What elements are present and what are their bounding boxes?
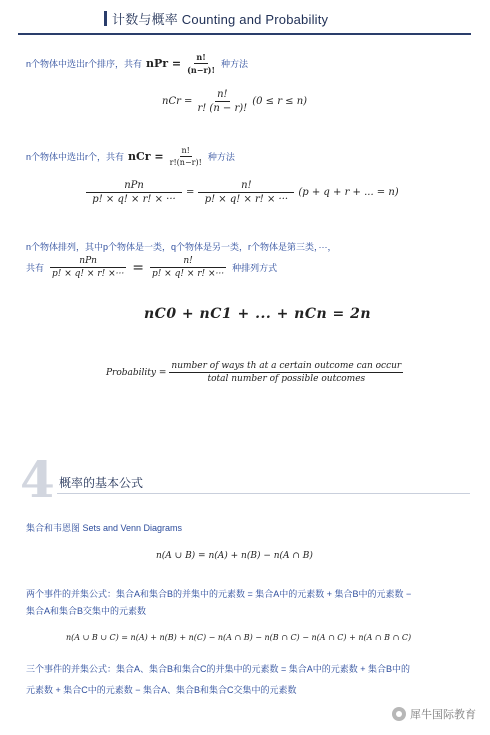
arrangement-equals: =: [132, 259, 144, 276]
permutation-denominator: (n−r)!: [187, 65, 215, 75]
arrangement-text-after: 种排列方式: [232, 262, 278, 273]
multinomial-denominator-1: p! × q! × r! × ···: [92, 194, 176, 205]
ncr-lhs: nCr =: [162, 96, 193, 107]
multinomial-numerator-2: n!: [198, 180, 294, 193]
arrangement-line: [26, 256, 277, 279]
arrangement-denominator-1: p! × q! × r! ×···: [52, 269, 125, 279]
section-number: 4: [20, 450, 55, 509]
arrangement-numerator-2: n!: [150, 256, 226, 268]
union-three-text-2: 元素数 + 集合C中的元素数 − 集合A、集合B和集合C交集中的元素数: [26, 685, 297, 695]
ncr-formula: [162, 89, 307, 114]
section-title: 概率的基本公式: [59, 476, 144, 490]
watermark: [392, 706, 476, 722]
arrangement-fraction-2: [150, 256, 226, 279]
probability-formula: [106, 361, 403, 384]
permutation-text-after: 种方法: [220, 58, 248, 69]
probability-numerator: number of ways th at a certain outcome can occur: [171, 361, 402, 371]
header-divider: [18, 33, 471, 35]
union-three-text-1: 三个事件的并集公式：集合A、集合B和集合C的并集中的元素数 = 集合A中的元素数 + 集合B中的: [26, 664, 411, 674]
watermark-text: 犀牛国际教育: [410, 709, 476, 721]
section-divider: [57, 493, 470, 494]
arrangement-numerator-1: nPn: [50, 256, 126, 268]
sets-heading: 集合和韦恩图 Sets and Venn Diagrams: [26, 523, 183, 533]
multinomial-equals: =: [186, 187, 195, 198]
arrangement-description: n个物体排列，其中p个物体是一类，q个物体是另一类，r个物体是第三类，···，: [26, 242, 337, 252]
combination-text: n个物体中选出r个，共有: [26, 151, 125, 162]
combination-text-after: 种方法: [207, 151, 235, 162]
union-two-text-2: 集合A和集合B交集中的元素数: [26, 606, 147, 616]
probability-fraction: [169, 361, 403, 384]
permutation-numerator: n!: [196, 52, 206, 62]
ncr-condition: (0 ≤ r ≤ n): [252, 96, 308, 107]
combination-numerator: n!: [181, 146, 190, 155]
permutation-fraction: [185, 52, 217, 75]
probability-lhs: Probability =: [106, 367, 167, 378]
permutation-line: [26, 52, 248, 75]
combination-line: [26, 146, 235, 167]
multinomial-fraction-1: [86, 180, 182, 205]
multinomial-denominator-2: p! × q! × r! × ···: [204, 194, 289, 205]
binomial-sum-text: nC0 + nC1 + ... + nCn = 2n: [144, 306, 372, 322]
union-two-text-1: 两个事件的并集公式：集合A和集合B的并集中的元素数 = 集合A中的元素数 + 集合B中的元素数 −: [26, 589, 412, 599]
arrangement-fraction-1: [50, 256, 126, 279]
probability-denominator: total number of possible outcomes: [207, 374, 366, 384]
union-three-formula: n(A ∪ B ∪ C) = n(A) + n(B) + n(C) − n(A ∩ B) − n(B ∩ C) − n(A ∩ C) + n(A ∩ B ∩ C): [66, 633, 412, 642]
combination-fraction: [168, 146, 204, 167]
multinomial-formula: [86, 180, 399, 205]
header-accent-bar: [104, 11, 107, 26]
multinomial-condition: (p + q + r + ... = n): [298, 187, 399, 198]
page-title: 计数与概率 Counting and Probability: [112, 12, 329, 27]
combination-denominator: r!(n−r)!: [169, 158, 202, 167]
ncr-fraction: [195, 89, 249, 114]
binomial-sum-formula: [144, 306, 371, 322]
permutation-text: n个物体中选出r个排序，共有: [26, 58, 143, 69]
arrangement-denominator-2: p! × q! × r! ×···: [151, 269, 225, 279]
multinomial-fraction-2: [198, 180, 294, 205]
combination-symbol: nCr =: [128, 150, 164, 163]
union-two-formula: n(A ∪ B) = n(A) + n(B) − n(A ∩ B): [156, 551, 313, 561]
wechat-icon: [392, 707, 406, 721]
multinomial-numerator-1: nPn: [86, 180, 182, 193]
arrangement-text-before: 共有: [26, 262, 45, 273]
ncr-numerator: n!: [217, 89, 228, 100]
ncr-denominator: r! (n − r)!: [197, 103, 248, 114]
permutation-symbol: nPr =: [146, 57, 182, 70]
